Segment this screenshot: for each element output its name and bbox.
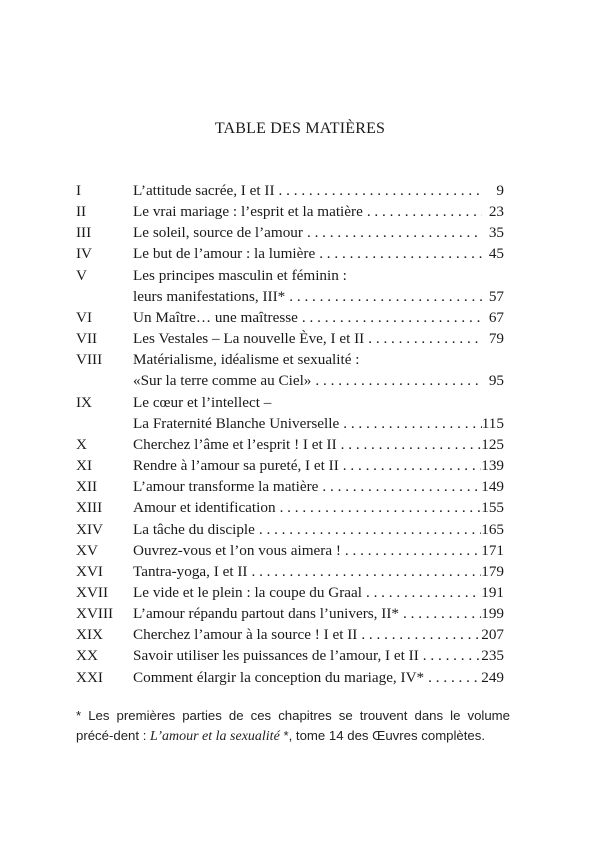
chapter-number: IX bbox=[76, 393, 93, 411]
dot-leader bbox=[303, 222, 482, 243]
dot-leader bbox=[424, 667, 481, 688]
chapter-number: II bbox=[76, 203, 87, 221]
footnote bbox=[76, 706, 510, 747]
footnote-text: * Les premières parties de ces chapitres se trouvent dans le volume précé-dent : bbox=[76, 708, 510, 743]
dot-leader bbox=[419, 645, 481, 666]
toc-entry[interactable] bbox=[76, 434, 504, 455]
page-number: 125 bbox=[481, 435, 504, 453]
chapter-number: III bbox=[76, 224, 92, 242]
dot-leader bbox=[285, 286, 482, 307]
toc-entry[interactable] bbox=[76, 307, 504, 328]
chapter-number: VIII bbox=[76, 351, 103, 369]
toc-entry[interactable] bbox=[76, 561, 504, 582]
page-number: 115 bbox=[481, 414, 504, 432]
chapter-title: Tantra-yoga, I et II bbox=[133, 562, 248, 580]
chapter-title: Le cœur et l’intellect – bbox=[133, 393, 272, 411]
page-number: 57 bbox=[488, 287, 504, 305]
dot-leader bbox=[311, 370, 482, 391]
dot-leader bbox=[298, 307, 482, 328]
dot-leader bbox=[362, 582, 481, 603]
toc-entry[interactable] bbox=[76, 243, 504, 264]
chapter-number: XVIII bbox=[76, 605, 114, 623]
page-number: 95 bbox=[488, 372, 504, 390]
chapter-title: Le vide et le plein : la coupe du Graal bbox=[133, 583, 362, 601]
chapter-number: IV bbox=[76, 245, 93, 263]
toc-entry[interactable] bbox=[76, 582, 504, 603]
chapter-title: L’attitude sacrée, I et II bbox=[133, 182, 275, 199]
chapter-title: Cherchez l’âme et l’esprit ! I et II bbox=[133, 435, 337, 453]
chapter-title: Les Vestales – La nouvelle Ève, I et II bbox=[133, 330, 365, 348]
page-number: 235 bbox=[481, 647, 504, 665]
dot-leader bbox=[255, 519, 481, 540]
chapter-title: Un Maître… une maîtresse bbox=[133, 308, 298, 326]
dot-leader bbox=[247, 561, 481, 582]
chapter-title: L’amour répandu partout dans l’univers, II* bbox=[133, 605, 399, 623]
chapter-title: Le but de l’amour : la lumière bbox=[133, 245, 316, 263]
dot-leader bbox=[339, 455, 481, 476]
chapter-title: Matérialisme, idéalisme et sexualité : bbox=[133, 351, 360, 369]
chapter-number: X bbox=[76, 435, 87, 453]
toc-entry[interactable] bbox=[76, 455, 504, 476]
page-number: 149 bbox=[481, 478, 504, 496]
chapter-number: XX bbox=[76, 647, 98, 665]
chapter-number: XV bbox=[76, 541, 98, 559]
chapter-title: Le vrai mariage : l’esprit et la matière bbox=[133, 203, 363, 221]
footnote-text-end: *, tome 14 des Œuvres complètes. bbox=[279, 728, 486, 743]
toc-entry[interactable] bbox=[76, 603, 504, 624]
page-number: 79 bbox=[488, 330, 504, 348]
page-number: 9 bbox=[496, 182, 504, 199]
chapter-number: VII bbox=[76, 330, 98, 348]
dot-leader bbox=[399, 603, 481, 624]
chapter-number: VI bbox=[76, 308, 93, 326]
chapter-title: Comment élargir la conception du mariage, IV* bbox=[133, 668, 425, 686]
chapter-title: «Sur la terre comme au Ciel» bbox=[133, 372, 312, 390]
page-number: 67 bbox=[488, 308, 504, 326]
chapter-number: XXI bbox=[76, 668, 103, 686]
page-number: 155 bbox=[481, 499, 504, 517]
toc-entry[interactable] bbox=[76, 392, 504, 434]
dot-leader bbox=[337, 434, 482, 455]
footnote-book-title: L’amour et la sexualité bbox=[150, 729, 280, 744]
dot-leader bbox=[339, 413, 482, 434]
page-number: 179 bbox=[481, 562, 504, 580]
toc-entry[interactable] bbox=[76, 540, 504, 561]
page-number: 249 bbox=[481, 668, 504, 686]
dot-leader bbox=[341, 540, 481, 561]
toc-entry[interactable] bbox=[76, 624, 504, 645]
chapter-number: XIX bbox=[76, 626, 103, 644]
chapter-title: La tâche du disciple bbox=[133, 520, 255, 538]
chapter-title: Savoir utiliser les puissances de l’amour, I et II bbox=[133, 647, 419, 665]
chapter-number: XI bbox=[76, 457, 93, 475]
dot-leader bbox=[363, 201, 482, 222]
page-number: 45 bbox=[488, 245, 504, 263]
chapter-title: Rendre à l’amour sa pureté, I et II bbox=[133, 457, 339, 475]
page-title: TABLE DES MATIÈRES bbox=[214, 120, 386, 137]
toc-entry[interactable] bbox=[76, 645, 504, 666]
toc-entry[interactable] bbox=[76, 328, 504, 349]
table-of-contents bbox=[76, 180, 504, 688]
chapter-number: XVI bbox=[76, 562, 103, 580]
page-number: 35 bbox=[488, 224, 504, 242]
toc-entry[interactable] bbox=[76, 222, 504, 243]
chapter-title: leurs manifestations, III* bbox=[133, 287, 286, 305]
chapter-number: XII bbox=[76, 478, 98, 496]
chapter-number: XVII bbox=[76, 583, 109, 601]
page-number: 191 bbox=[481, 583, 504, 601]
chapter-title: Les principes masculin et féminin : bbox=[133, 266, 347, 284]
page-number: 207 bbox=[481, 626, 504, 644]
dot-leader bbox=[276, 497, 482, 518]
chapter-number: XIII bbox=[76, 499, 103, 517]
page-number: 23 bbox=[488, 203, 504, 221]
dot-leader bbox=[364, 328, 482, 349]
chapter-number: XIV bbox=[76, 520, 103, 538]
toc-entry[interactable] bbox=[76, 349, 504, 391]
toc-entry[interactable] bbox=[76, 265, 504, 307]
chapter-number: I bbox=[76, 182, 82, 199]
toc-entry[interactable] bbox=[76, 497, 504, 518]
chapter-title: Ouvrez-vous et l’on vous aimera ! bbox=[133, 541, 341, 559]
chapter-title: L’amour transforme la matière bbox=[133, 478, 319, 496]
chapter-title: Amour et identification bbox=[133, 499, 276, 517]
dot-leader bbox=[275, 180, 482, 201]
page-number: 171 bbox=[481, 541, 504, 559]
chapter-title: Cherchez l’amour à la source ! I et II bbox=[133, 626, 358, 644]
chapter-number: V bbox=[76, 266, 87, 284]
page-number: 165 bbox=[481, 520, 504, 538]
dot-leader bbox=[357, 624, 481, 645]
toc-entry[interactable] bbox=[76, 476, 504, 497]
dot-leader bbox=[318, 476, 481, 497]
toc-entry[interactable] bbox=[76, 201, 504, 222]
toc-entry[interactable] bbox=[76, 519, 504, 540]
dot-leader bbox=[315, 243, 482, 264]
toc-entry[interactable] bbox=[76, 667, 504, 688]
chapter-title: Le soleil, source de l’amour bbox=[133, 224, 303, 242]
toc-entry[interactable] bbox=[76, 180, 504, 201]
page-number: 139 bbox=[481, 457, 504, 475]
page-number: 199 bbox=[481, 605, 504, 623]
chapter-title: La Fraternité Blanche Universelle bbox=[133, 414, 340, 432]
